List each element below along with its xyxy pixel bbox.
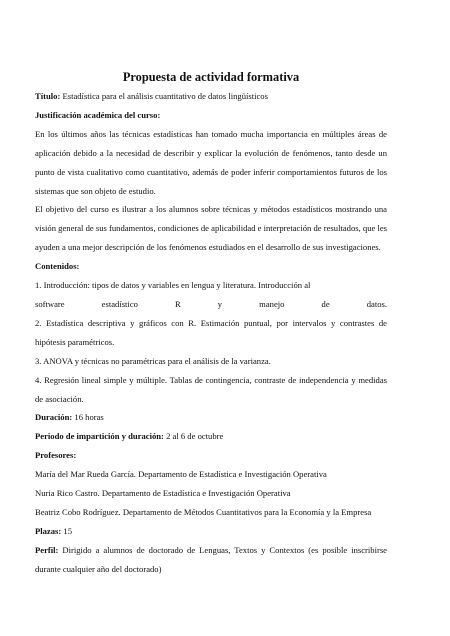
titulo-label: Título: bbox=[35, 91, 61, 101]
word: R bbox=[175, 298, 181, 309]
document-body bbox=[35, 68, 387, 579]
plazas-line bbox=[35, 522, 387, 541]
periodo-line bbox=[35, 427, 387, 446]
justificacion-paragraph-1: En los últimos años las técnicas estadísticas han tomado mucha importancia en múltiples áreas de aplicación debido a la necesidad de describir y explicar la evolución de fenómenos, tanto desde un punto de vista cualitativo como cuantitativo, además de poder inferir comportamientos futuros de los sistemas que son objeto de estudio. bbox=[35, 128, 387, 196]
duracion-value: 16 horas bbox=[74, 412, 104, 423]
contenidos-item-1-line-2 bbox=[35, 295, 387, 314]
word: software bbox=[35, 298, 65, 309]
word: estadístico bbox=[101, 298, 138, 309]
plazas-label: Plazas: bbox=[35, 525, 62, 536]
titulo-value: Estadística para el análisis cuantitativo de datos lingüísticos bbox=[62, 91, 268, 101]
contenidos-heading: Contenidos: bbox=[35, 261, 80, 272]
word: de bbox=[321, 298, 330, 309]
duracion-label: Duración: bbox=[35, 412, 73, 423]
contenidos-item-1-line-1: 1. Introducción: tipos de datos y variables en lengua y literatura. Introducción al bbox=[35, 280, 311, 291]
contenidos-item-2: 2. Estadística descriptiva y gráficos con R. Estimación puntual, por intervalos y contrastes de hipótesis paramétricos. bbox=[35, 317, 387, 347]
perfil-label: Perfil: bbox=[35, 544, 59, 555]
word: manejo bbox=[259, 298, 285, 309]
contenidos-item-4: 4. Regresión lineal simple y múltiple. Tablas de contingencia, contraste de independencia y medidas de asociación. bbox=[35, 374, 387, 404]
profesor-3: Beatriz Cobo Rodríguez. Departamento de Métodos Cuantitativos para la Economía y la Empresa bbox=[35, 506, 372, 517]
profesor-2: Nuria Rico Castro. Departamento de Estadística e Investigación Operativa bbox=[35, 488, 291, 499]
duracion-line bbox=[35, 408, 387, 427]
periodo-value: 2 al 6 de octubre bbox=[166, 431, 224, 442]
word: datos. bbox=[366, 298, 387, 309]
perfil-line bbox=[35, 541, 387, 579]
titulo-line bbox=[35, 87, 387, 106]
profesores-heading: Profesores: bbox=[35, 450, 77, 461]
plazas-value: 15 bbox=[63, 525, 73, 536]
profesor-1: María del Mar Rueda García. Departamento de Estadística e Investigación Operativa bbox=[35, 469, 327, 480]
justificacion-paragraph-2: El objetivo del curso es ilustrar a los alumnos sobre técnicas y métodos estadísticos mostrando una visión general de sus fundamentos, condiciones de aplicabilidad e interpretación de resultados, que les ayuden a una mejor descripción de los fenómenos estudiados en el desarrollo de sus investigaciones. bbox=[35, 204, 387, 253]
word: y bbox=[217, 298, 223, 309]
justificacion-heading: Justificación académica del curso: bbox=[35, 109, 161, 120]
periodo-label: Periodo de impartición y duración: bbox=[35, 431, 164, 442]
contenidos-item-3: 3. ANOVA y técnicas no paramétricas para el análisis de la varianza. bbox=[35, 355, 271, 366]
document-title: Propuesta de actividad formativa bbox=[122, 70, 300, 84]
perfil-value: Dirigido a alumnos de doctorado de Lenguas, Textos y Contextos (es posible inscribirse durante cualquier año del doctorado) bbox=[35, 544, 387, 574]
